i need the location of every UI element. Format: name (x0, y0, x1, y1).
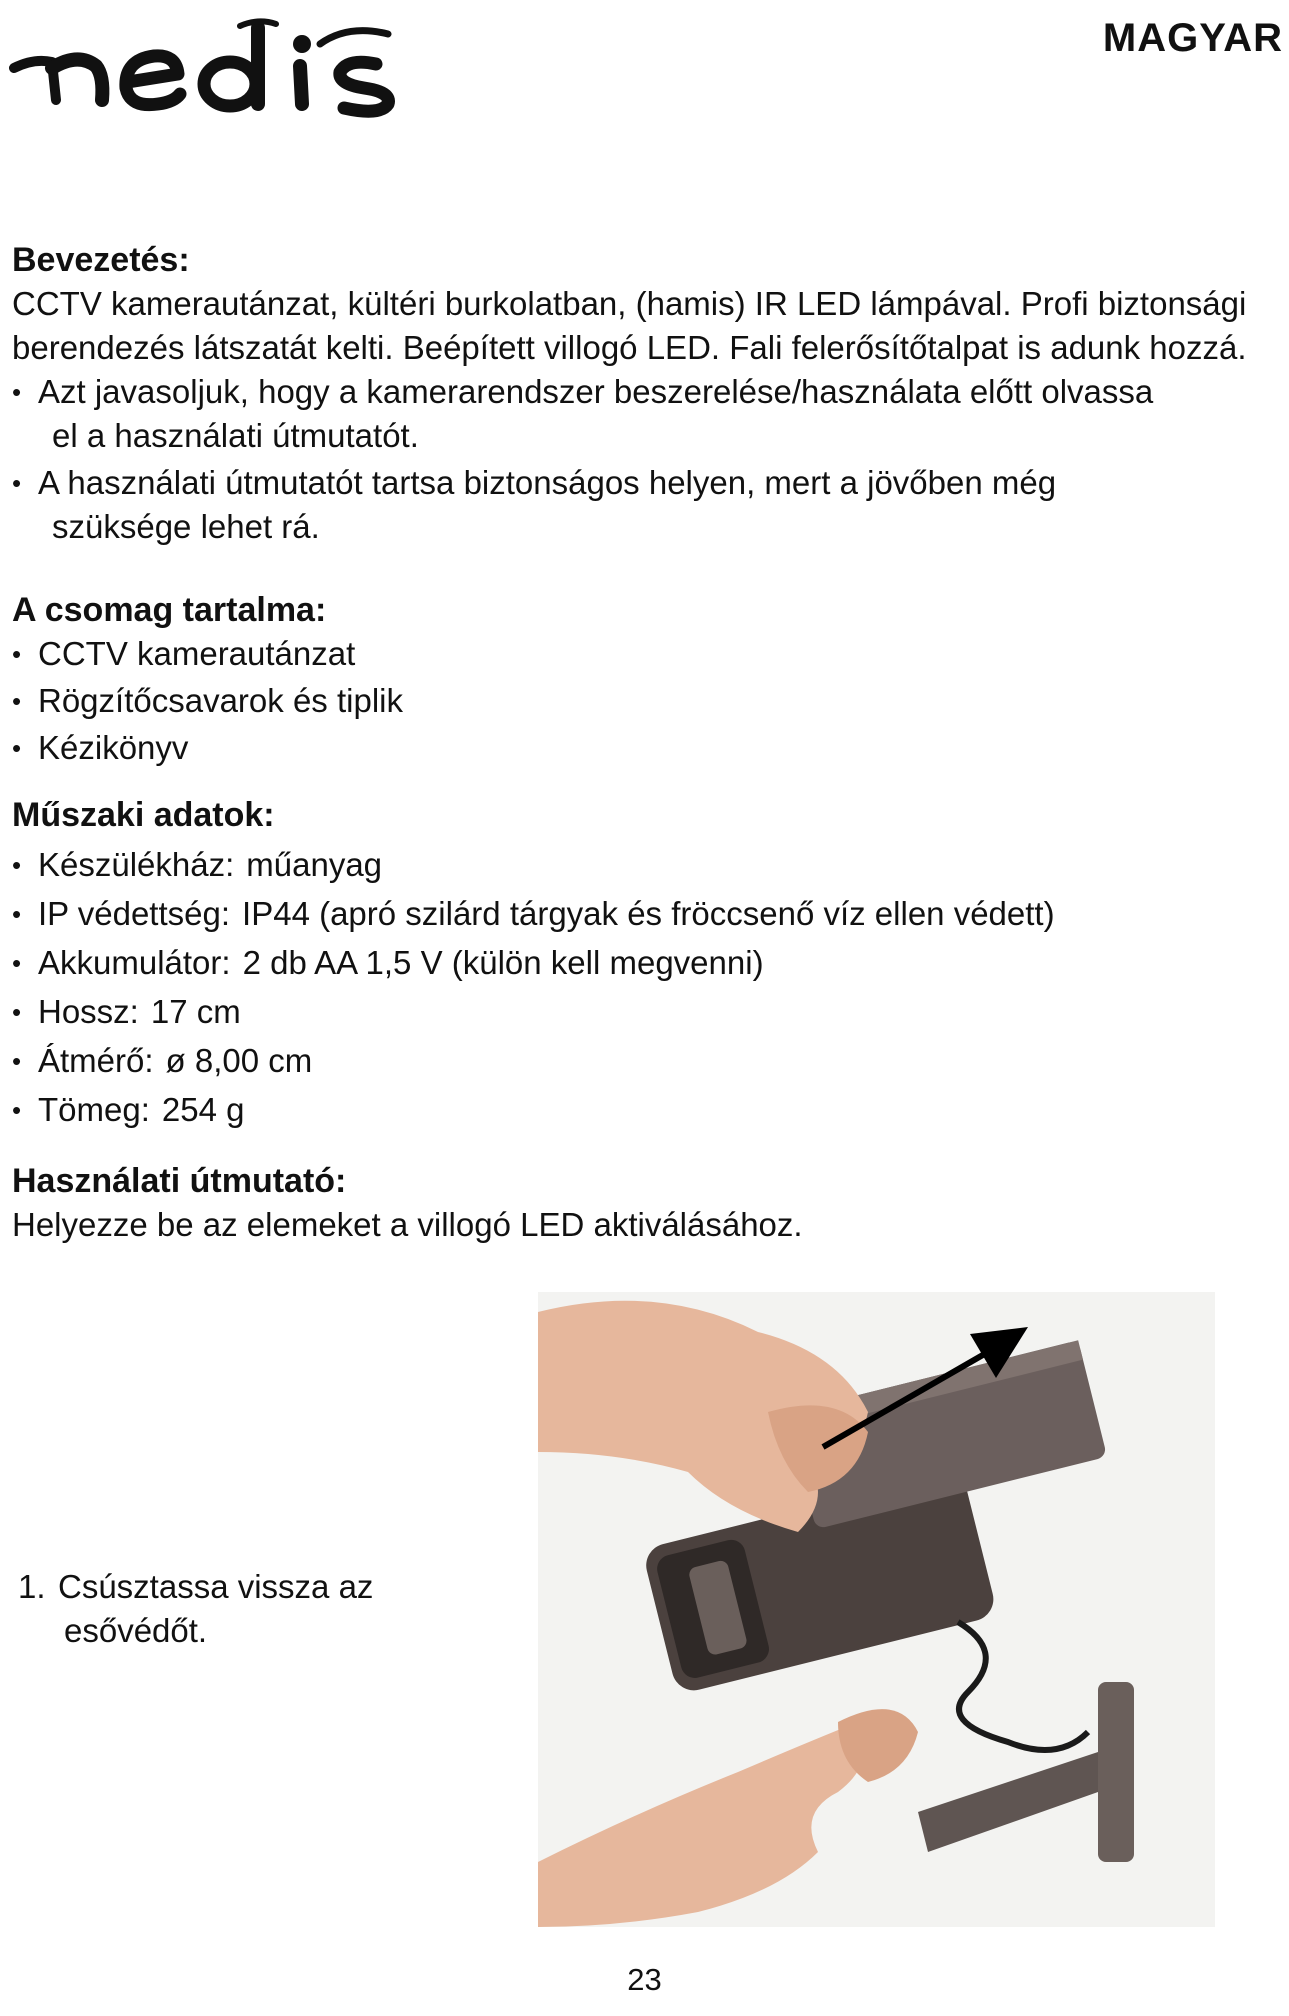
usage-heading: Használati útmutató: (12, 1162, 347, 1200)
step-1 (18, 1565, 438, 1653)
specs-section (12, 793, 1277, 1132)
language-label: MAGYAR (1102, 16, 1283, 60)
spec-value: 254 g (161, 1091, 245, 1128)
list-item: • CCTV kamerautánzat (12, 632, 1277, 676)
spec-value: ø 8,00 cm (165, 1042, 313, 1079)
spec-label: Átmérő: (38, 1042, 154, 1079)
bullet-line-2: szüksége lehet rá. (52, 508, 320, 545)
spec-item (12, 1088, 1277, 1132)
spec-label: Hossz: (38, 993, 139, 1030)
spec-label: Akkumulátor: (38, 944, 231, 981)
specs-heading: Műszaki adatok: (12, 796, 275, 834)
intro-bullets (12, 370, 1277, 549)
brand-logo (8, 4, 496, 132)
bullet-line-2: el a használati útmutatót. (52, 417, 419, 454)
spec-item (12, 843, 1277, 887)
spec-item (12, 941, 1277, 985)
bullet-line-1: Azt javasoljuk, hogy a kamerarendszer beszerelése/használata előtt olvassa (38, 373, 1154, 410)
spec-value: 2 db AA 1,5 V (külön kell megvenni) (242, 944, 764, 981)
package-section (12, 588, 1277, 770)
list-item: • Rögzítőcsavarok és tiplik (12, 679, 1277, 723)
step-number: 1. (18, 1568, 46, 1605)
spec-value: 17 cm (150, 993, 241, 1030)
intro-section (12, 238, 1277, 549)
step-line-2: esővédőt. (64, 1612, 208, 1649)
spec-item (12, 990, 1277, 1034)
package-heading: A csomag tartalma: (12, 591, 327, 629)
intro-heading: Bevezetés: (12, 241, 190, 279)
bullet-line-1: A használati útmutatót tartsa biztonságos helyen, mert a jövőben még (38, 464, 1057, 501)
spec-value: műanyag (246, 846, 383, 883)
spec-label: IP védettség: (38, 895, 231, 932)
package-list (12, 632, 1277, 770)
page-number: 23 (627, 1962, 662, 1997)
step-line-1: Csúsztassa vissza az (58, 1568, 374, 1605)
camera-illustration (538, 1292, 1215, 1927)
spec-item (12, 1039, 1277, 1083)
spec-label: Tömeg: (38, 1091, 150, 1128)
spec-label: Készülékház: (38, 846, 235, 883)
spec-value: IP44 (apró szilárd tárgyak és fröccsenő víz ellen védett) (242, 895, 1055, 932)
list-item (12, 461, 1277, 549)
list-item (12, 370, 1277, 458)
specs-list (12, 843, 1277, 1132)
list-item: • Kézikönyv (12, 726, 1277, 770)
usage-text: Helyezze be az elemeket a villogó LED aktiválásához. (12, 1206, 803, 1243)
intro-text: CCTV kamerautánzat, kültéri burkolatban, (hamis) IR LED lámpával. Profi biztonsági berendezés látszatát kelti. Beépített villogó LED. Fali felerősítőtalpat is adunk hozzá. (12, 285, 1247, 366)
manual-content (12, 238, 1277, 1247)
spec-item (12, 892, 1277, 936)
usage-section (12, 1159, 1277, 1247)
